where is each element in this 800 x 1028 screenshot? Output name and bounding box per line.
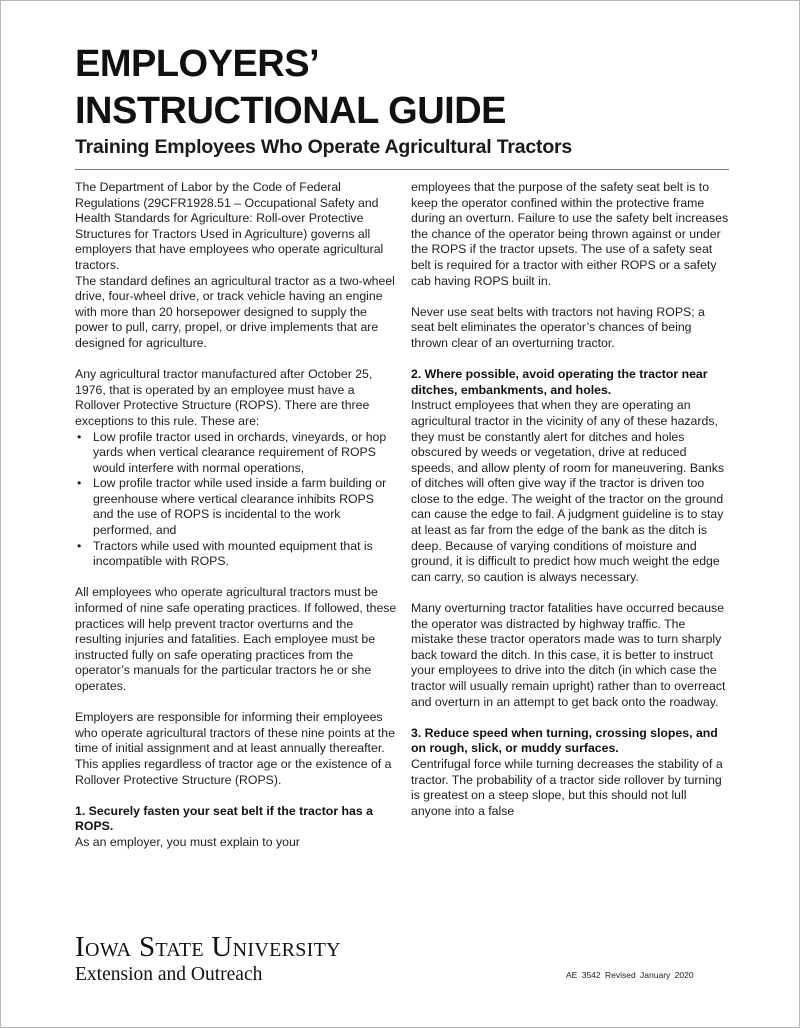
list-item: [77, 429, 397, 477]
university-logo-wordmark: Iowa State University: [75, 931, 341, 963]
point-2-text: Instruct employees that when they are operating an agricultural tractor in the vicinity of any of these hazards, they must be constantly alert for ditches and holes obscured by weeds or vegetation, drive at reduced speeds, and allow plenty of room for maneuvering. Banks of ditches will often give way if the tractor is driven too close to the edge. The weight of the tractor on the ground can cause the edge to fail. A judgment guideline is to stay at least as far from the edge of the bank as the ditch is deep. Because of varying conditions of moisture and ground, it is difficult to predict how much weight the edge can carry, so caution is always necessary.: [411, 398, 725, 584]
bullet-icon: •: [77, 429, 82, 444]
page-title: [75, 41, 506, 135]
intro-paragraph-2: The standard defines an agricultural tractor as a two-wheel drive, four-wheel drive, or track vehicle having an engine with more than 20 horsepower designed to supply the power to pull, carry, propel, or drive implements that are designed for agriculture.: [75, 273, 395, 350]
fatalities-paragraph: Many overturning tractor fatalities have occurred because the operator was distracted by highway traffic. The mistake these tractor operators made was to turn sharply back toward the ditch. In this case, it is better to instruct your employees to drive into the ditch (in which case the tractor will usually remain upright) rather than to overreact and overturn in an attempt to get back onto the roadway.: [411, 601, 726, 709]
point-1-text: As an employer, you must explain to your: [75, 834, 300, 849]
rops-requirement-paragraph: Any agricultural tractor manufactured after October 25, 1976, that is operated by an employee must have a Rollover Protective Structure (ROPS). There are three exceptions to this rule. These are:: [75, 367, 373, 428]
publication-info: AE 3542 Revised January 2020: [566, 970, 694, 980]
page-subtitle: Training Employees Who Operate Agricultural Tractors: [75, 136, 573, 158]
list-item: [77, 538, 397, 570]
extension-outreach-label: Extension and Outreach: [75, 964, 263, 985]
header-divider: [75, 169, 729, 170]
intro-paragraph-1: The Department of Labor by the Code of Federal Regulations (29CFR1928.51 – Occupational Safety and Health Standards for Agriculture: Roll-over Protective Structures for Tractors Used in Agriculture) governs all employers that have employees who operate agricultural tractors.: [75, 180, 384, 272]
list-item: [77, 476, 397, 538]
employer-responsibility-paragraph: Employers are responsible for informing their employees who operate agricultural tractors of these nine points at the time of initial assignment and at least annually thereafter. This applies regardless of tractor age or the existence of a Rollover Protective Structure (ROPS).: [75, 710, 395, 787]
exception-text: Low profile tractor while used inside a farm building or greenhouse where vertical clearance inhibits ROPS and the use of ROPS is incidental to the work performed, and: [93, 476, 387, 538]
title-line-2: INSTRUCTIONAL GUIDE: [75, 90, 507, 132]
right-column: [411, 180, 729, 819]
bullet-icon: •: [77, 476, 82, 491]
safe-practices-paragraph: All employees who operate agricultural tractors must be informed of nine safe operating practices. If followed, these practices will help prevent tractor overturns and the resulting injuries and fatalities. Each employee must be instructed fully on safe operating practices from the operator’s manuals for the particular tractors he or she operates.: [75, 585, 397, 693]
point-1-continuation: employees that the purpose of the safety seat belt is to keep the operator confined within the protective frame during an overturn. Failure to use the safety belt increases the chance of the operator being thrown against or under the ROPS if the tractor upsets. The use of a safety seat belt is required for a tractor with either ROPS or a safety cab having ROPS built in.: [411, 180, 729, 288]
point-3-text: Centrifugal force while turning decreases the stability of a tractor. The probability of a tractor side rollover by turning is greatest on a steep slope, but this should not lull anyone into a false: [411, 756, 723, 818]
point-3-heading: 3. Reduce speed when turning, crossing slopes, and on rough, slick, or muddy surfaces.: [411, 725, 718, 756]
seatbelt-warning-paragraph: Never use seat belts with tractors not having ROPS; a seat belt eliminates the operator’s chances of being thrown clear of an overturning tractor.: [411, 304, 705, 350]
point-1-heading: 1. Securely fasten your seat belt if the tractor has a ROPS.: [75, 803, 373, 834]
point-2-heading: 2. Where possible, avoid operating the tractor near ditches, embankments, and holes.: [411, 367, 708, 397]
exception-text: Tractors while used with mounted equipment that is incompatible with ROPS.: [93, 538, 373, 569]
exceptions-list: [75, 430, 397, 570]
exception-text: Low profile tractor used in orchards, vineyards, or hop yards when vertical clearance requirement of ROPS would interfere with normal operations,: [93, 429, 387, 475]
title-line-1: EMPLOYERS’: [75, 43, 320, 85]
left-column: [75, 180, 397, 851]
bullet-icon: •: [77, 538, 82, 553]
